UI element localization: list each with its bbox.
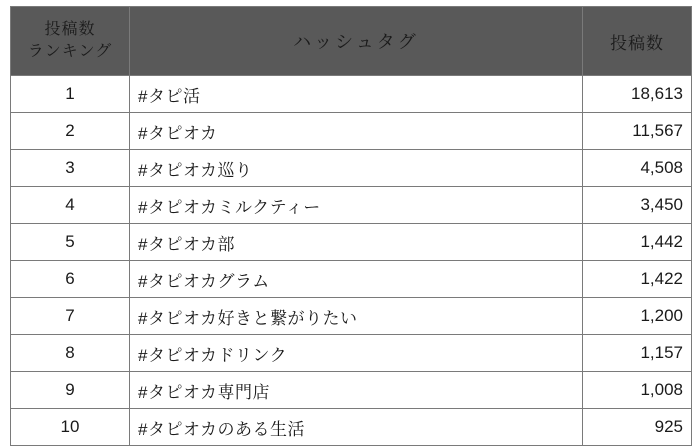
cell-count: 1,200: [583, 298, 692, 335]
cell-count: 11,567: [583, 113, 692, 150]
table-header: [11, 7, 692, 76]
cell-hashtag: #タピオカ部: [130, 224, 583, 261]
cell-count: 1,442: [583, 224, 692, 261]
cell-hashtag: #タピオカ専門店: [130, 372, 583, 409]
cell-count: 1,008: [583, 372, 692, 409]
hashtag-ranking-table: [10, 6, 692, 446]
cell-count: 1,422: [583, 261, 692, 298]
table-row: [11, 298, 692, 335]
cell-count: 3,450: [583, 187, 692, 224]
column-header-rank-line2: ランキング: [27, 43, 113, 60]
column-header-count: 投稿数: [583, 7, 692, 76]
column-header-rank-line1: 投稿数: [44, 21, 96, 39]
cell-rank: 6: [11, 261, 130, 298]
table-body: [11, 76, 692, 446]
table-header-row: [11, 7, 692, 76]
table-row: [11, 409, 692, 446]
cell-hashtag: #タピオカドリンク: [130, 335, 583, 372]
cell-count: 4,508: [583, 150, 692, 187]
cell-rank: 4: [11, 187, 130, 224]
table-row: [11, 187, 692, 224]
cell-rank: 5: [11, 224, 130, 261]
cell-hashtag: #タピ活: [130, 76, 583, 113]
cell-rank: 1: [11, 76, 130, 113]
cell-rank: 3: [11, 150, 130, 187]
cell-count: 1,157: [583, 335, 692, 372]
cell-hashtag: #タピオカのある生活: [130, 409, 583, 446]
cell-rank: 10: [11, 409, 130, 446]
cell-count: 925: [583, 409, 692, 446]
table-row: [11, 372, 692, 409]
cell-hashtag: #タピオカ巡り: [130, 150, 583, 187]
cell-rank: 8: [11, 335, 130, 372]
cell-rank: 2: [11, 113, 130, 150]
cell-rank: 9: [11, 372, 130, 409]
table-row: [11, 150, 692, 187]
cell-hashtag: #タピオカ好きと繋がりたい: [130, 298, 583, 335]
cell-hashtag: #タピオカ: [130, 113, 583, 150]
cell-count: 18,613: [583, 76, 692, 113]
column-header-hashtag: ハッシュタグ: [130, 7, 583, 76]
table-row: [11, 113, 692, 150]
table-row: [11, 76, 692, 113]
cell-rank: 7: [11, 298, 130, 335]
column-header-rank: [11, 7, 130, 76]
cell-hashtag: #タピオカグラム: [130, 261, 583, 298]
table-row: [11, 261, 692, 298]
table-row: [11, 335, 692, 372]
cell-hashtag: #タピオカミルクティー: [130, 187, 583, 224]
table-row: [11, 224, 692, 261]
